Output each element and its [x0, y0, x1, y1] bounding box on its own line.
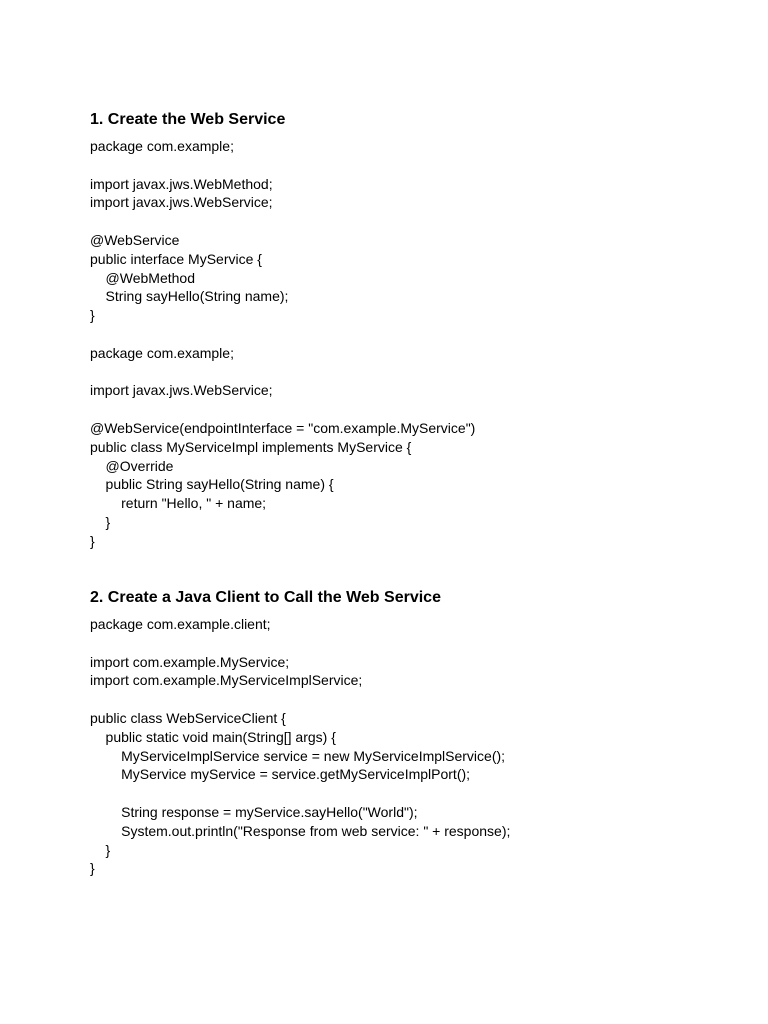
blank-line	[90, 690, 510, 709]
code-line: }	[90, 841, 111, 858]
code-line: }	[90, 860, 95, 877]
section-heading-create-web-service: 1. Create the Web Service	[90, 111, 286, 128]
code-line: public class WebServiceClient {	[90, 709, 286, 726]
code-block-java-client	[90, 615, 510, 878]
code-line: import com.example.MyService;	[90, 653, 290, 670]
code-line: public interface MyService {	[90, 250, 262, 267]
code-line: }	[90, 532, 95, 549]
code-line: @WebService	[90, 231, 180, 248]
code-line: public class MyServiceImpl implements MyService {	[90, 438, 412, 455]
code-line: import javax.jws.WebService;	[90, 194, 273, 211]
code-line: package com.example.client;	[90, 616, 271, 632]
code-line: import javax.jws.WebService;	[90, 382, 273, 399]
code-line: @WebService(endpointInterface = "com.example.MyService")	[90, 419, 476, 436]
code-line: String sayHello(String name);	[90, 288, 289, 305]
code-line: }	[90, 513, 111, 530]
code-line: String response = myService.sayHello("World");	[90, 803, 418, 820]
blank-line	[90, 363, 475, 382]
code-line: import javax.jws.WebMethod;	[90, 175, 273, 192]
code-line: package com.example;	[90, 138, 234, 154]
code-line: }	[90, 307, 95, 324]
blank-line	[90, 212, 475, 231]
code-line: MyServiceImplService service = new MyServiceImplService();	[90, 747, 506, 764]
blank-line	[90, 156, 475, 175]
code-line: package com.example;	[90, 344, 234, 361]
code-block-web-service	[90, 137, 475, 551]
code-line: import com.example.MyServiceImplService;	[90, 672, 363, 689]
code-line: public String sayHello(String name) {	[90, 476, 334, 493]
blank-line	[90, 634, 510, 653]
section-heading-create-java-client: 2. Create a Java Client to Call the Web Service	[90, 589, 441, 606]
code-line: return "Hello, " + name;	[90, 495, 267, 512]
code-line: public static void main(String[] args) {	[90, 728, 336, 745]
code-line: @WebMethod	[90, 269, 195, 286]
blank-line	[90, 784, 510, 803]
code-line: System.out.println("Response from web service: " + response);	[90, 822, 511, 839]
code-line: @Override	[90, 457, 174, 474]
blank-line	[90, 400, 475, 419]
code-line: MyService myService = service.getMyServiceImplPort();	[90, 766, 471, 783]
blank-line	[90, 325, 475, 344]
